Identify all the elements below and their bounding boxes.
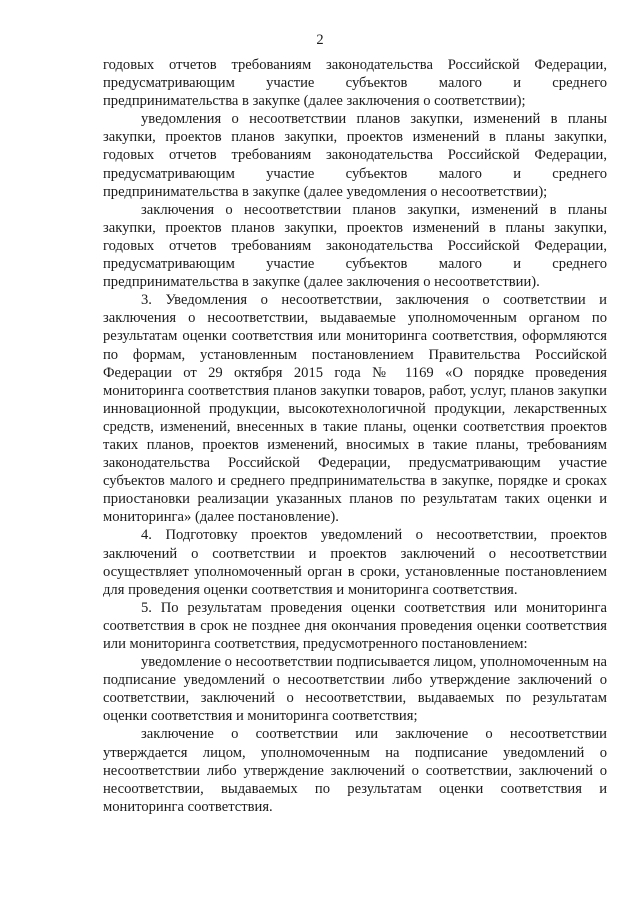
page-number: 2 [316, 32, 324, 48]
paragraph-item-5-notice: уведомление о несоответствии подписывается лицом, уполномоченным на подписание уведомлений о несоответствии либо утверждение заключений о соответствии, заключений о несоответствии, выдаваемых по результатам оценки соответствия и мониторинга соответствия; [103, 654, 607, 725]
document-body [103, 56, 607, 816]
paragraph-item-5-conclusion: заключение о соответствии или заключение о несоответствии утверждается лицом, уполномоченным на подписание уведомлений о несоответствии либо утверждение заключений о соответствии, заключений о несоответствии, выдаваемых по результатам оценки соответствия и мониторинга соответствия. [103, 726, 607, 815]
paragraph-item-4: 4. Подготовку проектов уведомлений о несоответствии, проектов заключений о соответствии и проектов заключений о несоответствии осуществляет уполномоченный орган в сроки, установленные постановлением для проведения оценки соответствия и мониторинга соответствия. [103, 527, 607, 598]
paragraph-conclusion-noncompliance: заключения о несоответствии планов закупки, изменений в планы закупки, проектов планов закупки, проектов изменений в планы закупки, годовых отчетов требованиям законодательства Российской Федерации, предусматривающим участие субъектов малого и среднего предпринимательства в закупке (далее заключения о несоответствии). [103, 201, 607, 291]
paragraph-continuation: годовых отчетов требованиям законодательства Российской Федерации, предусматривающим участие субъектов малого и среднего предпринимательства в закупке (далее заключения о соответствии); [103, 57, 607, 110]
paragraph-item-5: 5. По результатам проведения оценки соответствия или мониторинга соответствия в срок не позднее дня окончания проведения оценки соответствия или мониторинга соответствия, предусмотренного постановлением: [103, 599, 607, 652]
paragraph-item-3: 3. Уведомления о несоответствии, заключения о соответствии и заключения о несоответствии, выдаваемые уполномоченным органом по результатам оценки соответствия или мониторинга соответствия, оформляются по формам, установленным постановлением Правительства Российской Федерации от 29 октября 2015 года № 1169 «О порядке проведения мониторинга соответствия планов закупки товаров, работ, услуг, планов закупки инновационной продукции, высокотехнологичной продукции, лекарственных средств, изменений, внесенных в такие планы, оценки соответствия проектов таких планов, проектов изменений, вносимых в такие планы, требованиям законодательства Российской Федерации, предусматривающим участие субъектов малого и среднего предпринимательства в закупке, порядке и сроках приостановки реализации указанных планов по результатам таких оценки и мониторинга» (далее постановление). [103, 292, 607, 526]
paragraph-notice-noncompliance: уведомления о несоответствии планов закупки, изменений в планы закупки, проектов планов закупки, проектов изменений в планы закупки, годовых отчетов требованиям законодательства Российской Федерации, предусматривающим участие субъектов малого и среднего предпринимательства в закупке (далее уведомления о несоответствии); [103, 111, 607, 200]
